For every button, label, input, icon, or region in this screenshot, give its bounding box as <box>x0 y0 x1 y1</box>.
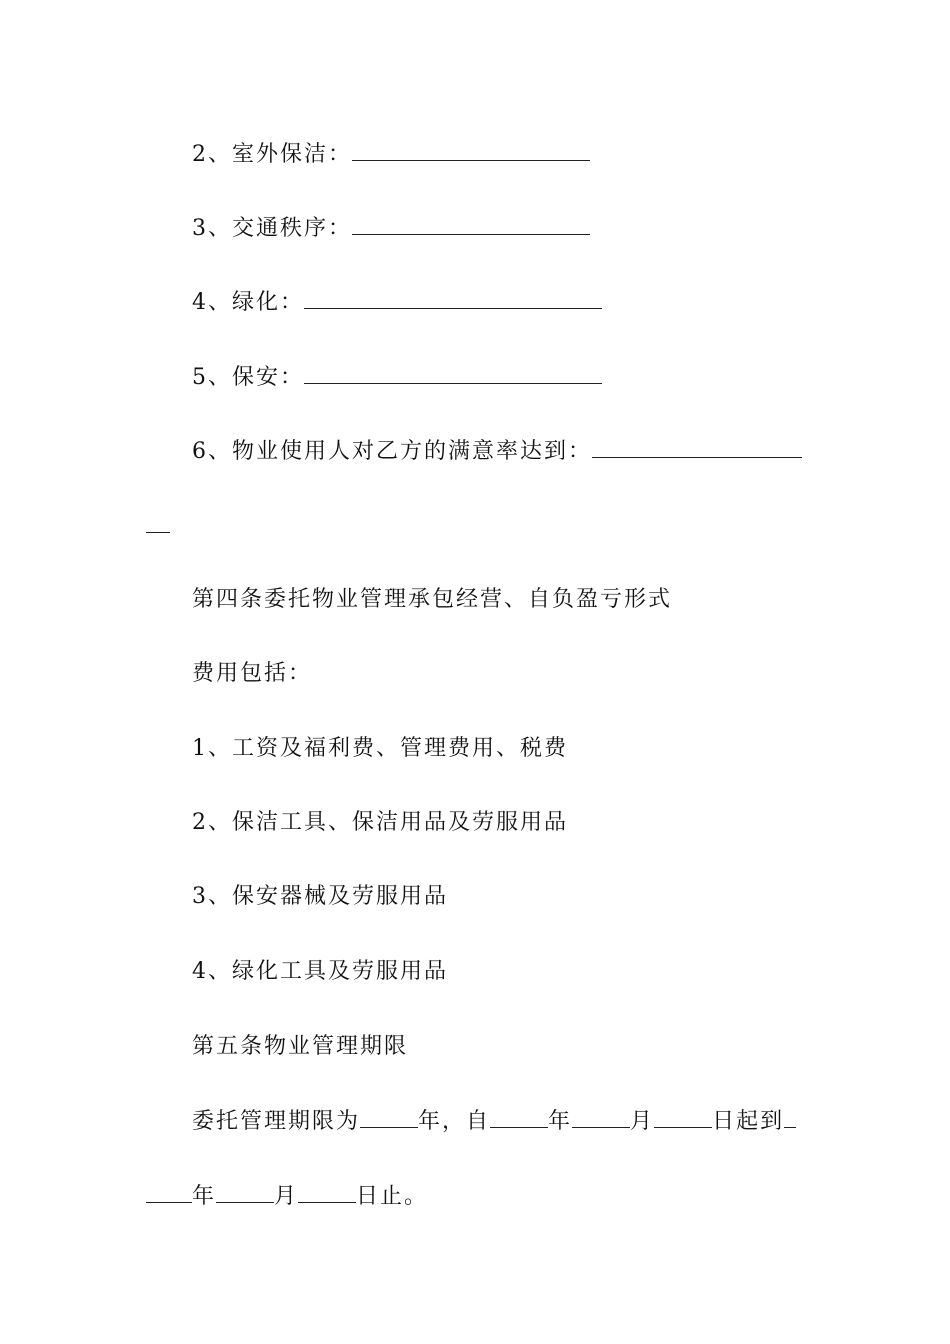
item-security <box>192 363 602 393</box>
fill-blank <box>592 437 802 458</box>
item-label: 2、室外保洁： <box>192 142 352 167</box>
end-month-text: 月 <box>274 1184 299 1209</box>
article5-title: 第五条物业管理期限 <box>192 1034 409 1059</box>
fill-blank <box>654 1107 712 1128</box>
fill-blank <box>572 1107 630 1128</box>
start-day-text: 日起到 <box>712 1109 785 1134</box>
fill-blank <box>360 1107 418 1128</box>
fill-blank <box>298 1182 356 1203</box>
fill-blank <box>352 140 590 161</box>
fill-blank <box>784 1107 796 1128</box>
satisfaction-continuation <box>146 512 170 542</box>
fill-blank <box>146 512 170 533</box>
cost-item: 1、工资及福利费、管理费用、税费 <box>192 736 568 761</box>
cost-item: 3、保安器械及劳服用品 <box>192 884 448 909</box>
item-label: 5、保安： <box>192 365 304 390</box>
fill-blank <box>352 214 590 235</box>
fill-blank <box>216 1182 274 1203</box>
end-year-text: 年 <box>192 1184 217 1209</box>
article4-title: 第四条委托物业管理承包经营、自负盈亏形式 <box>192 587 673 612</box>
item-satisfaction <box>192 437 802 467</box>
fill-blank <box>304 363 602 384</box>
cost-item: 2、保洁工具、保洁用品及劳服用品 <box>192 810 568 835</box>
item-label: 4、绿化： <box>192 290 304 315</box>
item-label: 6、物业使用人对乙方的满意率达到： <box>192 439 592 464</box>
term-line <box>192 1107 796 1137</box>
cost-item: 4、绿化工具及劳服用品 <box>192 959 448 984</box>
item-traffic-order <box>192 214 590 244</box>
term-end-line <box>146 1182 428 1212</box>
term-prefix: 委托管理期限为 <box>192 1109 361 1134</box>
article4-intro: 费用包括： <box>192 661 313 686</box>
fill-blank <box>304 288 602 309</box>
item-label: 3、交通秩序： <box>192 216 352 241</box>
fill-blank <box>146 1182 192 1203</box>
start-year-text: 年 <box>548 1109 573 1134</box>
item-outdoor-cleaning <box>192 140 590 170</box>
item-greening <box>192 288 602 318</box>
end-day-text: 日止。 <box>356 1184 429 1209</box>
start-month-text: 月 <box>630 1109 655 1134</box>
fill-blank <box>490 1107 548 1128</box>
term-year-text: 年，自 <box>418 1109 491 1134</box>
